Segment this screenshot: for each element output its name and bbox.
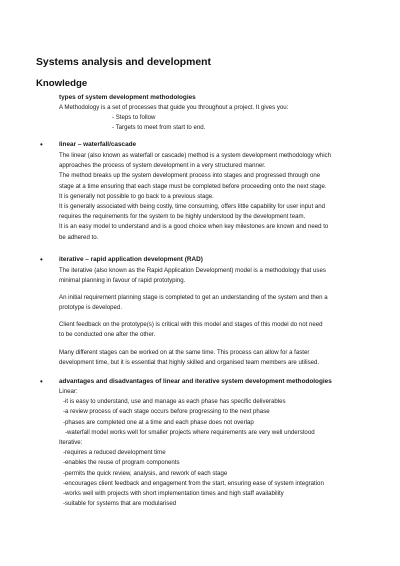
body-line: prototype is developed. [59,304,123,312]
section-body-linear [59,151,379,243]
body-line: Client feedback on the prototype(s) is critical with this model and stages of this model do not need [59,321,323,328]
body-line: An initial requirement planning stage is completed to get an understanding of the system and then a [59,294,328,301]
list-item: -requires a reduced development time [63,449,166,457]
body-line: development time, but it is essential that highly skilled and organised team members are utilised. [59,359,320,367]
list-item: -it is easy to understand, use and manage as each phase has specific deliverables [63,398,286,406]
body-line: be adhered to. [59,233,99,241]
bullet-icon: • [40,140,43,149]
body-line: to be conducted one after the other. [59,331,156,339]
section-body-iterative-3 [59,320,379,340]
body-line: The linear (also known as waterfall or cascade) method is a system development methodology which [59,152,331,159]
section-heading-iterative: iterative – rapid application development (RAD) [59,256,203,263]
list-item: -encourages client feedback and engagement from the start, ensuring ease of system integration [63,479,324,487]
list-label-linear: Linear: [59,388,78,395]
body-line: It is generally associated with being costly, time consuming, offers little capability for user input and [59,202,325,210]
body-line: The iterative (also known as the Rapid Application Development) model is a methodology that uses [59,267,326,274]
body-line: The method breaks up the system development process into stages and progressed through one [59,172,321,180]
bullet-icon: • [40,377,43,386]
list-item: -suitable for systems that are modularised [63,500,177,508]
list-item: -waterfall model works well for smaller projects where requirements are very well understood [65,428,315,436]
body-line: approaches the process of system development in a very structured manner. [59,162,266,170]
list-item: - Steps to follow [112,114,156,122]
section-heading-linear: linear – waterfall/cascade [59,141,137,148]
section-body-types [59,103,379,134]
body-line: It is generally not possible to go back to a previous stage. [59,192,214,200]
body-line: A Methodology is a set of processes that guide you throughout a project. It gives you: [59,104,289,111]
section-heading-advantages: advantages and disadvantages of linear and iterative system development methodologies [59,378,332,385]
bullet-icon: • [40,255,43,264]
list-item: -works well with projects with short implementation times and high staff availability [63,489,284,497]
section-heading-types: types of system development methodologies [59,94,196,101]
body-line: minimal planning in favour of rapid prototyping. [59,277,186,285]
section-body-iterative [59,266,379,286]
list-item: -a review process of each stage occurs before progressing to the next phase [63,408,270,416]
section-body-iterative-4 [59,348,379,368]
body-line: requires the requirements for the system to be highly understood by the development team. [59,213,306,221]
document-title: Systems analysis and development [36,57,211,68]
body-line: Many different stages can be worked on at the same time. This process can allow for a faster [59,349,310,356]
section-body-iterative-2 [59,293,379,313]
list-item: -enables the reuse of program components [63,459,180,467]
body-line: It is an easy model to understand and is a good choice when key milestones are known and need to [59,223,329,231]
document-subtitle: Knowledge [36,78,88,89]
list-item: - Targets to meet from start to end. [112,124,206,132]
body-line: stage at a time ensuring that each stage must be completed before proceeding onto the next stage. [59,182,327,190]
section-body-advantages [59,387,379,509]
list-label-iterative: Iterative: [59,438,83,446]
list-item: -permits the quick review, analysis, and rework of each stage [63,469,228,477]
list-item: -phases are completed one at a time and each phase does not overlap [63,418,254,426]
